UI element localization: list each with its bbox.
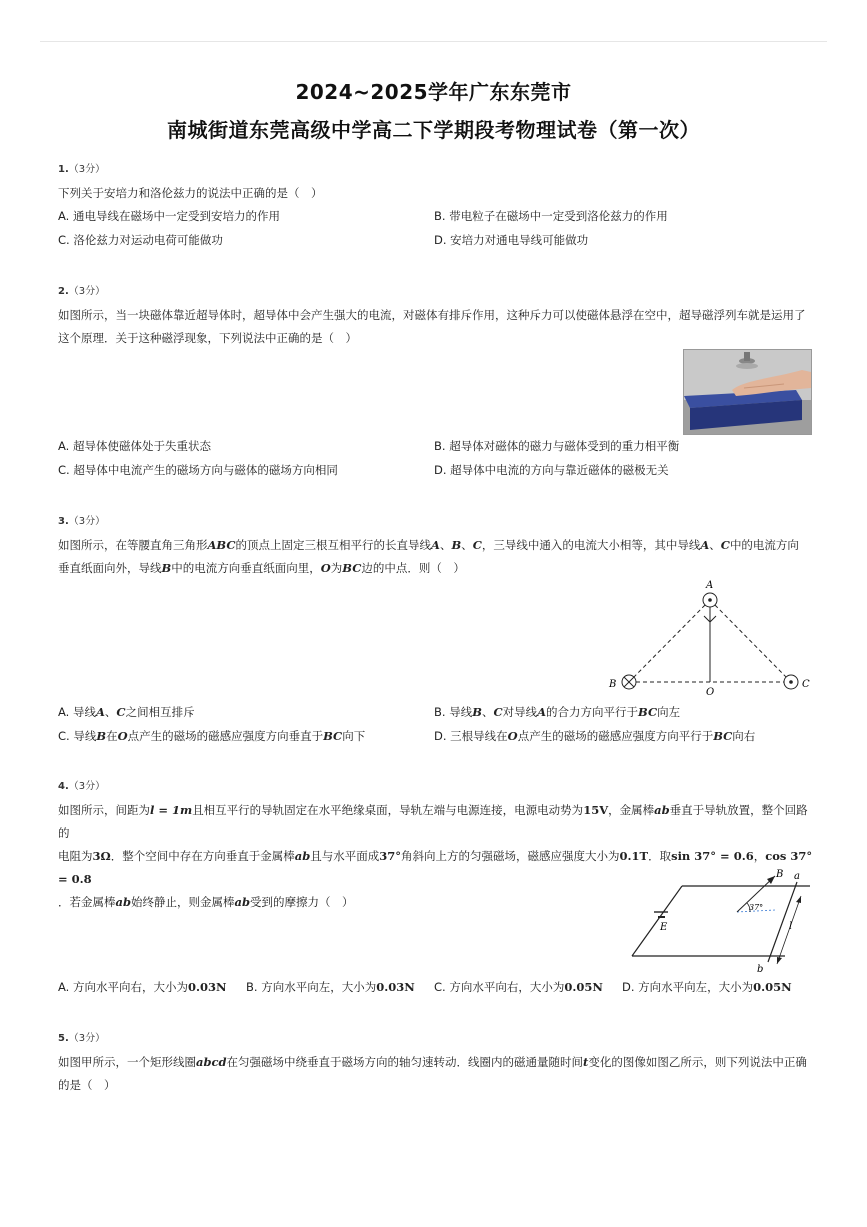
text: 垂直纸面向外，导线: [58, 561, 162, 575]
text: C. 方向水平向右，大小为: [434, 980, 565, 994]
text: 中的电流方向: [729, 538, 799, 552]
q3-option-b[interactable]: [434, 704, 680, 720]
math-expr: 0.03N: [187, 980, 227, 994]
text: 、: [709, 538, 721, 552]
math-var: t: [583, 1055, 589, 1069]
question-score: （3分）: [68, 286, 106, 297]
stem-line: [58, 534, 810, 557]
text: 角斜向上方的匀强磁场，磁感应强度大小为: [401, 849, 620, 863]
text: 、: [461, 538, 473, 552]
math-var: BC: [342, 561, 362, 575]
arrowhead: [777, 957, 782, 964]
q2-option-a[interactable]: A. 超导体使磁体处于失重状态: [58, 439, 211, 453]
stem-line: [58, 557, 810, 580]
question-2-header: [58, 282, 105, 297]
text: C. 导线: [58, 729, 97, 743]
text: B. 方向水平向左，大小为: [246, 980, 377, 994]
question-number: 4.: [58, 781, 69, 792]
math-var: abcd: [196, 1055, 227, 1069]
text: 的顶点上固定三根互相平行的长直导线: [235, 538, 432, 552]
text: D. 方向水平向左，大小为: [622, 980, 754, 994]
question-1-header: [58, 160, 105, 175]
text: B. 导线: [434, 705, 473, 719]
math-expr: l = 1m: [150, 803, 193, 817]
q4-option-a[interactable]: [58, 979, 227, 995]
math-var: C: [720, 538, 730, 552]
math-expr: 15V: [583, 803, 609, 817]
text: 在: [106, 729, 118, 743]
text: 中的电流方向垂直纸面向里，: [171, 561, 321, 575]
text: 在匀强磁场中绕垂直于磁场方向的轴匀速转动．线圈内的磁通量随时间: [226, 1055, 584, 1069]
label-a-end: a: [794, 871, 800, 882]
math-var: C: [472, 538, 482, 552]
math-var: BC: [323, 729, 343, 743]
edge-ab: [629, 600, 710, 682]
math-var: A: [537, 705, 547, 719]
text: 如图所示，间距为: [58, 803, 150, 817]
question-score: （3分）: [68, 781, 106, 792]
question-2-stem: [58, 304, 810, 350]
stem-line: [58, 799, 818, 845]
text: A. 方向水平向右，大小为: [58, 980, 188, 994]
question-5-stem: [58, 1051, 810, 1097]
text: A. 导线: [58, 705, 96, 719]
q1-option-c[interactable]: C. 洛伦兹力对运动电荷可能做功: [58, 233, 223, 247]
math-expr: 37°: [379, 849, 402, 863]
edge-ac: [710, 600, 791, 682]
text: 向下: [342, 729, 366, 743]
math-var: ab: [654, 803, 670, 817]
stem-line: [58, 1051, 810, 1074]
q1-option-a[interactable]: A. 通电导线在磁场中一定受到安培力的作用: [58, 209, 280, 223]
label-b: B: [609, 679, 617, 690]
q2-option-b[interactable]: B. 超导体对磁体的磁力与磁体受到的重力相平衡: [434, 439, 680, 453]
math-var: B: [96, 729, 107, 743]
question-number: 3.: [58, 516, 69, 527]
q3-option-d[interactable]: [434, 728, 755, 744]
rod-ab: [768, 882, 797, 962]
text: 垂直于导轨放置，整个回路的: [58, 803, 808, 840]
q1-option-d[interactable]: D. 安培力对通电导线可能做功: [434, 233, 589, 247]
superconductor-levitation-photo: [683, 349, 812, 435]
text: 且相互平行的导轨固定在水平绝缘桌面，导轨左端与电源连接，电源电动势为: [192, 803, 584, 817]
text: 、: [481, 705, 494, 719]
text: D. 三根导线在: [434, 729, 508, 743]
text: 点产生的磁场的磁感应强度方向平行于: [517, 729, 714, 743]
q2-option-c[interactable]: C. 超导体中电流产生的磁场方向与磁体的磁场方向相同: [58, 463, 338, 477]
q3-option-a[interactable]: [58, 704, 195, 720]
stem-line: 这个原理．关于这种磁浮现象，下列说法中正确的是（ ）: [58, 331, 357, 345]
rail-left: [632, 886, 682, 956]
stem-line: 的是（ ）: [58, 1078, 116, 1092]
text: 受到的摩擦力（ ）: [250, 895, 354, 909]
math-expr: sin 37° = 0.6: [671, 849, 754, 863]
math-var: ab: [115, 895, 131, 909]
text: 边的中点．则（ ）: [361, 561, 465, 575]
math-var: O: [320, 561, 331, 575]
question-3-header: [58, 512, 105, 527]
label-o: O: [706, 687, 715, 698]
rail-circuit-diagram: [625, 864, 815, 976]
label-length: l: [789, 921, 793, 932]
q1-option-b[interactable]: B. 带电粒子在磁场中一定受到洛伦兹力的作用: [434, 209, 668, 223]
text: 的合力方向平行于: [546, 705, 639, 719]
label-b-field: B: [776, 869, 784, 880]
question-1-stem: 下列关于安培力和洛伦兹力的说法中正确的是（ ）: [58, 186, 323, 200]
dot: [708, 598, 712, 602]
text: 如图甲所示，一个矩形线圈: [58, 1055, 196, 1069]
text: 对导线: [502, 705, 538, 719]
text: 、: [439, 538, 452, 552]
q4-option-d[interactable]: [622, 979, 792, 995]
text: 且与水平面成: [310, 849, 380, 863]
math-var: ABC: [207, 538, 236, 552]
text: 如图所示，在等腰直角三角形: [58, 538, 208, 552]
question-score: （3分）: [68, 164, 106, 175]
math-var: BC: [713, 729, 733, 743]
text: 向右: [732, 729, 756, 743]
q4-option-b[interactable]: [246, 979, 415, 995]
question-number: 2.: [58, 286, 69, 297]
header-divider: [40, 41, 827, 42]
question-score: （3分）: [68, 1033, 106, 1044]
text: ，: [753, 849, 766, 863]
math-var: B: [161, 561, 172, 575]
math-expr: 0.05N: [753, 980, 792, 994]
label-c: C: [802, 679, 810, 690]
text: ．若金属棒: [58, 895, 116, 909]
text: 、: [104, 705, 117, 719]
page-title-line2: 南城街道东莞高级中学高二下学期段考物理试卷（第一次）: [167, 118, 700, 142]
text: 变化的图像如图乙所示，则下列说法中正确: [588, 1055, 807, 1069]
math-var: ab: [234, 895, 250, 909]
text: 电阻为: [58, 849, 93, 863]
question-5-header: [58, 1029, 105, 1044]
math-var: B: [451, 538, 462, 552]
dot: [789, 680, 793, 684]
label-a: A: [706, 580, 714, 591]
text: ，三导线中通入的电流大小相等，其中导线: [481, 538, 701, 552]
stem-line: 如图所示，当一块磁体靠近超导体时，超导体中会产生强大的电流，对磁体有排斥作用，这种斥力可以使磁体悬浮在空中，超导磁浮列车就是运用了: [58, 308, 806, 322]
math-var: A: [700, 538, 710, 552]
label-b-end: b: [757, 964, 764, 975]
text: 始终静止，则金属棒: [131, 895, 235, 909]
q3-option-c[interactable]: [58, 728, 365, 744]
text: ，金属棒: [608, 803, 655, 817]
math-expr: 3Ω: [92, 849, 111, 863]
math-var: O: [507, 729, 518, 743]
question-4-header: [58, 777, 105, 792]
math-var: O: [117, 729, 128, 743]
q4-option-c[interactable]: [434, 979, 603, 995]
question-score: （3分）: [68, 516, 106, 527]
q2-option-d[interactable]: D. 超导体中电流的方向与靠近磁体的磁极无关: [434, 463, 669, 477]
math-var: BC: [638, 705, 658, 719]
math-var: A: [95, 705, 105, 719]
math-var: C: [116, 705, 126, 719]
text: ．取: [648, 849, 672, 863]
question-number: 1.: [58, 164, 69, 175]
math-expr: 0.1T: [619, 849, 649, 863]
math-expr: 0.05N: [564, 980, 603, 994]
page-title-line1: 2024~2025学年广东东莞市: [295, 80, 572, 104]
text: 点产生的磁场的磁感应强度方向垂直于: [127, 729, 324, 743]
label-angle: 37°: [749, 903, 764, 912]
math-var: C: [493, 705, 503, 719]
math-expr: cos 37° = 0.8: [58, 849, 813, 886]
arrowhead: [796, 896, 801, 903]
text: 之间相互排斥: [125, 705, 195, 719]
text: 为: [330, 561, 343, 575]
text: 向左: [657, 705, 681, 719]
text: ．整个空间中存在方向垂直于金属棒: [110, 849, 295, 863]
triangle-wires-diagram: [600, 578, 815, 700]
math-var: B: [472, 705, 482, 719]
math-expr: 0.03N: [376, 980, 415, 994]
math-var: A: [431, 538, 440, 552]
math-var: ab: [294, 849, 311, 863]
question-number: 5.: [58, 1033, 69, 1044]
label-emf: E: [660, 922, 668, 933]
question-3-stem: [58, 534, 810, 580]
